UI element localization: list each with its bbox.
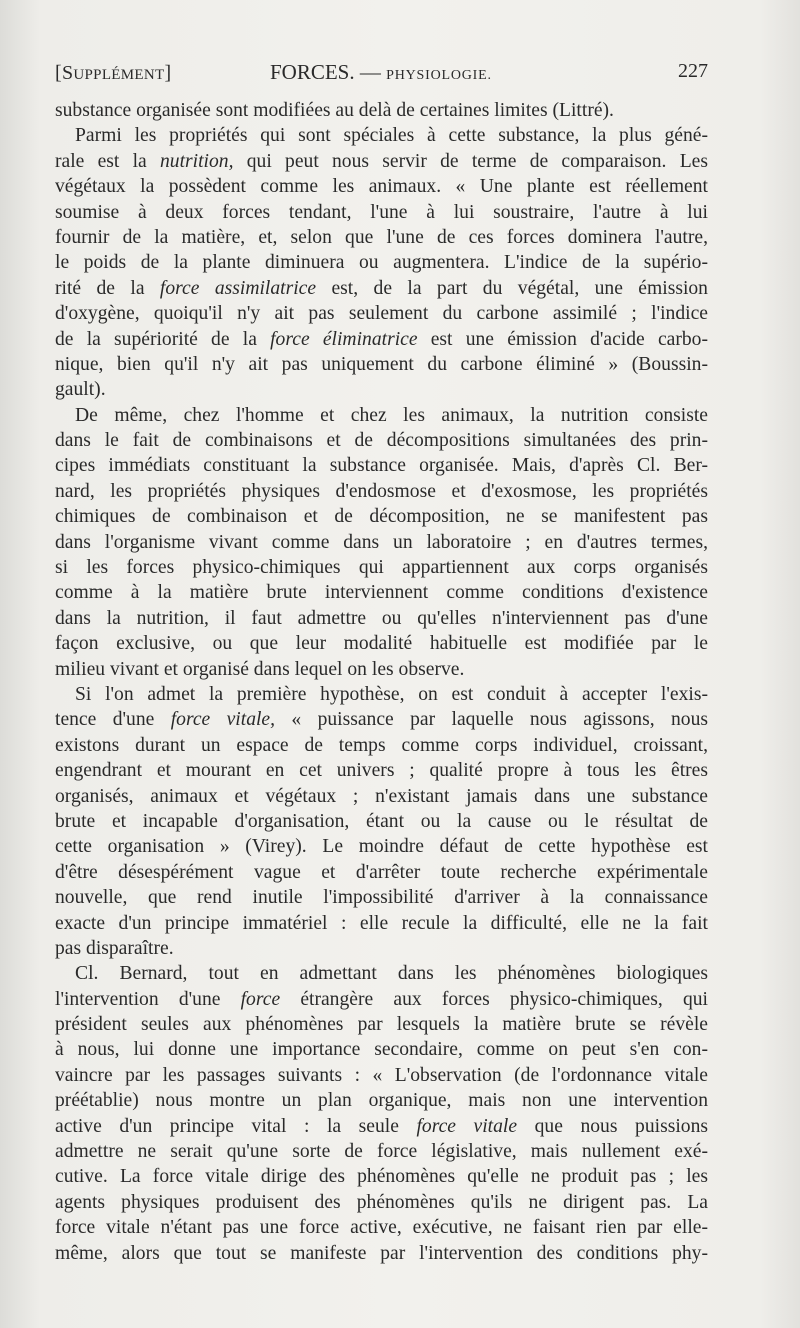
text-line: nard, les propriétés physiques d'endosmose et d'exosmose, les propriétés	[55, 480, 708, 502]
text-line: dans la nutrition, il faut admettre ou qu'elles n'interviennent pas d'une	[55, 607, 708, 629]
italic-term: force éliminatrice	[270, 328, 418, 350]
text-run: que nous puissions	[517, 1115, 708, 1137]
text-run: Si l'on admet la première hypothèse, on est conduit à accepter l'exis-	[75, 683, 708, 705]
text-line: chimiques de combinaison et de décomposition, ne se manifestent pas	[55, 506, 708, 528]
running-head	[55, 60, 708, 90]
text-run: active d'un principe vital : la seule	[55, 1115, 417, 1137]
text-run: de la supériorité de la	[55, 328, 271, 350]
text-line	[55, 961, 708, 986]
text-run: « puissance par laquelle nous agissons, nous	[275, 709, 708, 731]
text-run: est une émission d'acide carbo-	[417, 328, 708, 350]
text-line: nouvelle, que rend inutile l'impossibilité d'arriver à la connaissance	[55, 887, 708, 909]
text-line: existons durant un espace de temps comme corps individuel, croissant,	[55, 734, 708, 756]
text-line: dans le fait de combinaisons et de décompositions simultanées des prin-	[55, 430, 708, 452]
text-line	[55, 987, 708, 1012]
text-line: même, alors que tout se manifeste par l'intervention des conditions phy-	[55, 1242, 708, 1264]
text-run: De même, chez l'homme et chez les animaux, la nutrition consiste	[75, 404, 708, 426]
text-line: dans l'organisme vivant comme dans un laboratoire ; en d'autres termes,	[55, 531, 708, 553]
text-line: exacte d'un principe immatériel : elle recule la difficulté, elle ne la fait	[55, 912, 708, 934]
text-line: cipes immédiats constituant la substance organisée. Mais, d'après Cl. Ber-	[55, 455, 708, 477]
text-line	[55, 403, 708, 428]
text-run: étrangère aux forces physico-chimiques, qui	[280, 988, 708, 1010]
italic-term: nutrition,	[160, 150, 234, 172]
text-run: Parmi les propriétés qui sont spéciales à cette substance, la plus géné-	[75, 125, 708, 147]
text-line: nique, bien qu'il n'y ait pas uniquement du carbone éliminé » (Boussin-	[55, 353, 708, 375]
text-line: engendrant et mourant en cet univers ; qualité propre à tous les êtres	[55, 760, 708, 782]
body-text	[55, 98, 708, 1266]
text-run: rale est la	[55, 150, 160, 172]
text-run: l'intervention d'une	[55, 988, 241, 1010]
text-line: substance organisée sont modifiées au delà de certaines limites (Littré).	[55, 100, 614, 121]
text-line: le poids de la plante diminuera ou augmentera. L'indice de la supério-	[55, 252, 708, 274]
running-title: FORCES. — PHYSIOLOGIE.	[270, 60, 492, 84]
text-line: agents physiques produisent des phénomènes qu'ils ne dirigent pas. La	[55, 1191, 708, 1213]
text-line: d'être désespérément vague et d'arrêter toute recherche expérimentale	[55, 861, 708, 883]
text-line: fournir de la matière, et, selon que l'une de ces forces dominera l'autre,	[55, 226, 708, 248]
italic-term: force assimilatrice	[159, 277, 317, 299]
text-line	[55, 707, 708, 732]
text-line: admettre ne serait qu'une sorte de force législative, mais nullement exé-	[55, 1141, 708, 1163]
italic-term: force vitale,	[170, 709, 276, 731]
text-run: tence d'une	[55, 709, 171, 731]
section-label: [SUPPLÉMENT]	[55, 62, 172, 84]
text-line: gault).	[55, 379, 106, 401]
text-line: cette organisation » (Virey). Le moindre défaut de cette hypothèse est	[55, 836, 708, 858]
text-line: végétaux la possèdent comme les animaux. « Une plante est réellement	[55, 176, 708, 198]
text-line: vaincre par les passages suivants : « L'observation (de l'ordonnance vitale	[55, 1064, 708, 1086]
text-line: si les forces physico-chimiques qui appartiennent aux corps organisés	[55, 557, 708, 579]
text-line	[55, 123, 708, 148]
text-line: pas disparaître.	[55, 937, 174, 959]
text-line	[55, 276, 708, 301]
text-line: à nous, lui donne une importance secondaire, comme on peut s'en con-	[55, 1039, 708, 1061]
text-line: force vitale n'étant pas une force active, exécutive, ne faisant rien par elle-	[55, 1217, 708, 1239]
text-line	[55, 149, 708, 174]
text-run: qui peut nous servir de terme de comparaison. Les	[233, 150, 708, 172]
text-line: d'oxygène, quoiqu'il n'y ait pas seulement du carbone assimilé ; l'indice	[55, 303, 708, 325]
text-line: comme à la matière brute interviennent comme conditions d'existence	[55, 582, 708, 604]
italic-term: force	[240, 988, 281, 1010]
text-line	[55, 327, 708, 352]
text-line: organisés, animaux et végétaux ; n'existant jamais dans une substance	[55, 785, 708, 807]
text-run: est, de la part du végétal, une émission	[316, 277, 708, 299]
text-run: Cl. Bernard, tout en admettant dans les phénomènes biologiques	[75, 963, 708, 985]
text-line: milieu vivant et organisé dans lequel on les observe.	[55, 658, 465, 680]
italic-term: force vitale	[416, 1115, 518, 1137]
text-line: soumise à deux forces tendant, l'une à lui soustraire, l'autre à lui	[55, 201, 708, 223]
text-line: cutive. La force vitale dirige des phénomènes qu'elle ne produit pas ; les	[55, 1166, 708, 1188]
page-number: 227	[678, 60, 708, 82]
text-run: rité de la	[55, 277, 160, 299]
text-line	[55, 682, 708, 707]
text-line: façon exclusive, ou que leur modalité habituelle est modifiée par le	[55, 633, 708, 655]
text-line: brute et incapable d'organisation, étant ou la cause ou le résultat de	[55, 810, 708, 832]
text-line: président seules aux phénomènes par lesquels la matière brute se révèle	[55, 1014, 708, 1036]
text-line: préétablie) nous montre un plan organique, mais non une intervention	[55, 1090, 708, 1112]
text-line	[55, 1114, 708, 1139]
